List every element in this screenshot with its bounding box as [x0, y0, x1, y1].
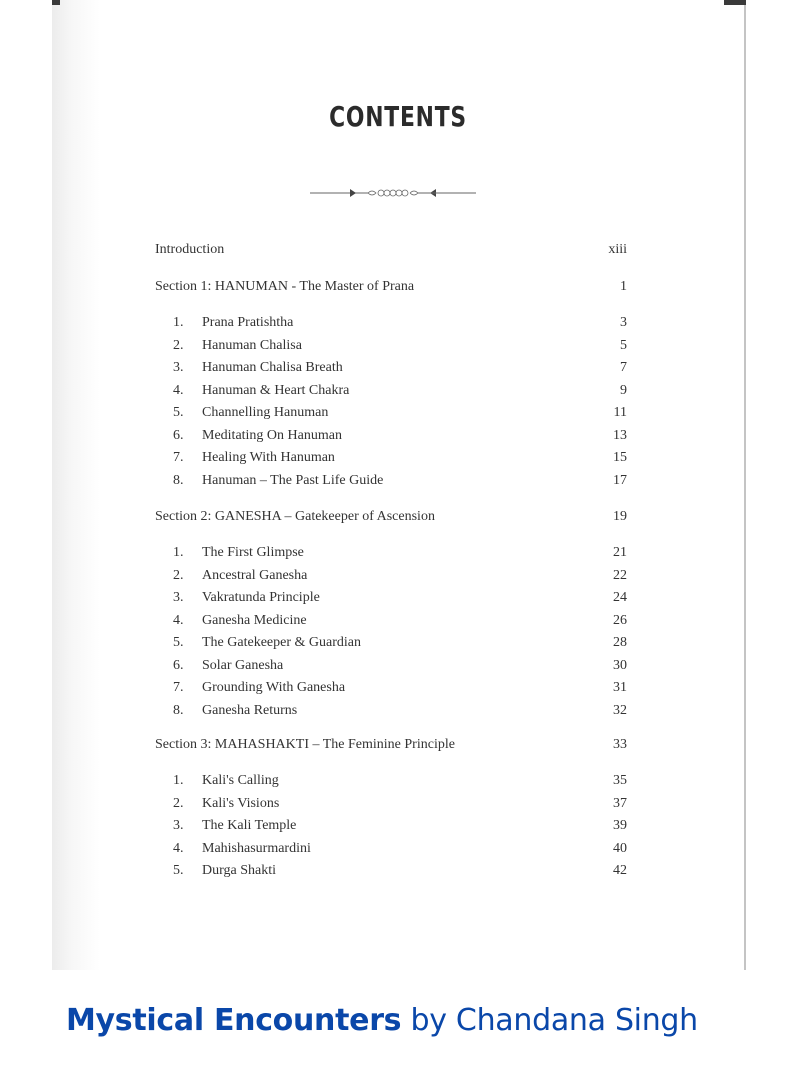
toc-page-number: 39 — [613, 818, 627, 833]
toc-item-number: 3. — [173, 590, 184, 605]
toc-item-number: 7. — [173, 450, 184, 465]
toc-page-number: 42 — [613, 863, 627, 878]
toc-page-number: 22 — [613, 567, 627, 583]
toc-item-number: 2. — [173, 337, 184, 353]
toc-item-number: 5. — [173, 635, 184, 650]
toc-item-number: 7. — [173, 680, 184, 695]
toc-item-number: 6. — [173, 427, 184, 443]
toc-page-number: 19 — [613, 509, 627, 524]
toc-label: Healing With Hanuman — [202, 450, 335, 465]
toc-label: Section 1: HANUMAN - The Master of Prana — [155, 279, 415, 294]
toc-label: Hanuman Chalisa Breath — [202, 360, 343, 375]
toc-label: Grounding With Ganesha — [202, 680, 346, 695]
toc-item-number: 8. — [173, 472, 184, 488]
toc-page-number: 7 — [620, 360, 627, 375]
toc-page-number: 15 — [613, 450, 627, 465]
toc-item-number: 8. — [173, 702, 184, 718]
toc-label: Introduction — [155, 242, 225, 257]
toc-item — [155, 426, 627, 446]
toc-entry — [155, 240, 627, 260]
toc-item — [155, 771, 627, 791]
toc-item — [155, 403, 627, 423]
book-caption — [66, 1003, 698, 1038]
toc-label: Channelling Hanuman — [202, 405, 329, 420]
toc-item — [155, 816, 627, 836]
toc-label: Kali's Visions — [202, 795, 280, 811]
toc-label: Ganesha Returns — [202, 702, 298, 718]
toc-section — [155, 277, 627, 297]
toc-label: Solar Ganesha — [202, 657, 284, 673]
toc-item — [155, 566, 627, 586]
toc-label: Ancestral Ganesha — [202, 567, 308, 583]
toc-label: Durga Shakti — [202, 863, 277, 878]
toc-label: Section 2: GANESHA – Gatekeeper of Ascension — [155, 509, 435, 524]
toc-item — [155, 633, 627, 653]
toc-label: Prana Pratishtha — [202, 315, 294, 330]
toc-page-number: 30 — [613, 657, 627, 673]
contents-heading: CONTENTS — [329, 100, 467, 133]
toc-page-number: 32 — [613, 702, 627, 718]
toc-page-number: 33 — [613, 737, 627, 752]
toc-label: The Gatekeeper & Guardian — [202, 635, 361, 650]
toc-label: The First Glimpse — [202, 545, 304, 560]
toc-item — [155, 588, 627, 608]
toc-item — [155, 701, 627, 721]
toc-page-number: 28 — [613, 635, 627, 650]
toc-page-number: 24 — [613, 590, 627, 605]
toc-page-number: 17 — [613, 472, 627, 488]
toc-item-number: 2. — [173, 567, 184, 583]
toc-page-number: 37 — [613, 795, 627, 811]
toc-item — [155, 794, 627, 814]
toc-label: Meditating On Hanuman — [202, 427, 342, 443]
toc-section — [155, 735, 627, 755]
toc-label: Vakratunda Principle — [202, 590, 320, 605]
toc-item — [155, 358, 627, 378]
toc-page-number: 5 — [620, 337, 627, 353]
book-title: Mystical Encounters — [66, 1003, 402, 1038]
toc-page-number: 1 — [620, 279, 627, 294]
toc-page-number: 3 — [620, 315, 627, 330]
toc-page-number: 40 — [613, 840, 627, 856]
toc-page-number: 13 — [613, 427, 627, 443]
toc-item — [155, 678, 627, 698]
toc-page-number: 21 — [613, 545, 627, 560]
toc-label: Hanuman Chalisa — [202, 337, 302, 353]
toc-page-number: 11 — [613, 405, 627, 420]
toc-item — [155, 381, 627, 401]
toc-item — [155, 313, 627, 333]
toc-item — [155, 861, 627, 881]
toc-item-number: 3. — [173, 818, 184, 833]
toc-item — [155, 839, 627, 859]
toc-item-number: 5. — [173, 863, 184, 878]
fleuron-divider-icon — [310, 184, 476, 202]
toc-item-number: 6. — [173, 657, 184, 673]
toc-item-number: 3. — [173, 360, 184, 375]
page-corner-mark — [52, 0, 60, 5]
toc-page-number: 26 — [613, 612, 627, 628]
toc-item-number: 2. — [173, 795, 184, 811]
toc-section — [155, 507, 627, 527]
toc-label: Kali's Calling — [202, 773, 279, 788]
toc-item-number: 4. — [173, 840, 184, 856]
page-corner-mark — [724, 0, 746, 5]
toc-item-number: 5. — [173, 405, 184, 420]
toc-label: Hanuman – The Past Life Guide — [202, 472, 384, 488]
toc-label: Hanuman & Heart Chakra — [202, 382, 350, 398]
toc-page-number: 31 — [613, 680, 627, 695]
toc-label: Section 3: MAHASHAKTI – The Feminine Principle — [155, 737, 455, 752]
toc-label: Ganesha Medicine — [202, 612, 307, 628]
toc-page-number: xiii — [608, 242, 627, 257]
toc-page-number: 35 — [613, 773, 627, 788]
toc-item-number: 1. — [173, 773, 184, 788]
toc-item — [155, 543, 627, 563]
toc-item — [155, 448, 627, 468]
toc-item — [155, 611, 627, 631]
toc-item-number: 1. — [173, 315, 184, 330]
toc-item-number: 4. — [173, 612, 184, 628]
book-page — [52, 0, 746, 970]
toc-item — [155, 656, 627, 676]
toc-page-number: 9 — [620, 382, 627, 398]
toc-item-number: 1. — [173, 545, 184, 560]
toc-item — [155, 336, 627, 356]
toc-item-number: 4. — [173, 382, 184, 398]
toc-label: The Kali Temple — [202, 818, 297, 833]
book-author: by Chandana Singh — [401, 1003, 698, 1038]
toc-item — [155, 471, 627, 491]
toc-label: Mahishasurmardini — [202, 840, 311, 856]
